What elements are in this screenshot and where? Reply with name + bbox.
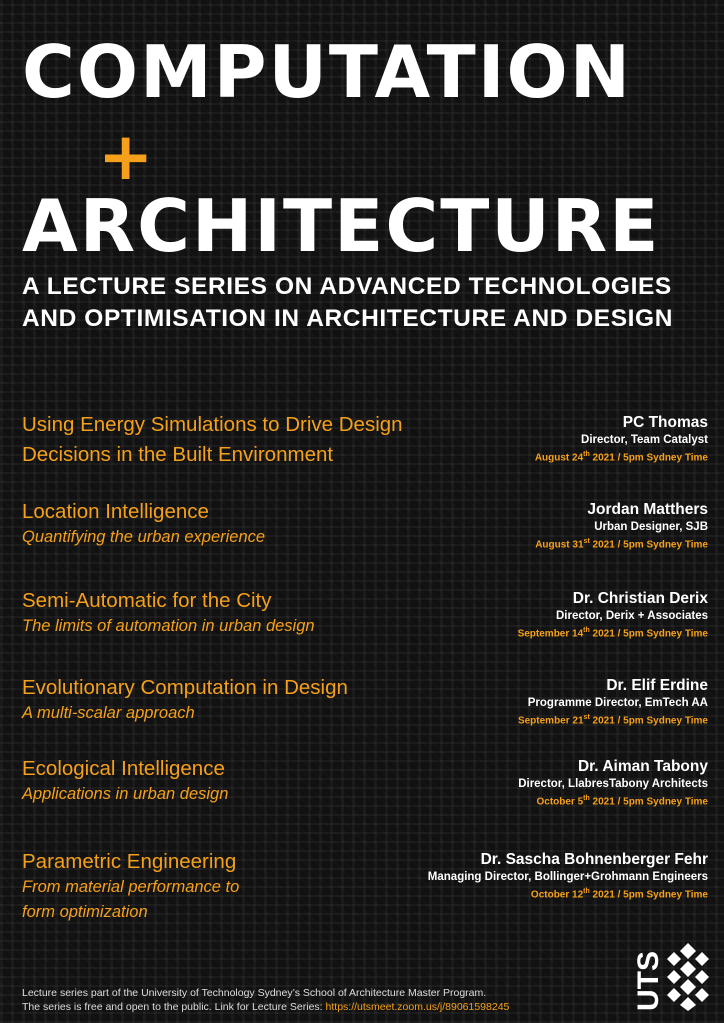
lecture-subtitle: Quantifying the urban experience <box>22 528 266 546</box>
lecture-title-line: Evolutionary Computation in Design <box>22 676 348 699</box>
speaker-role: Director, Derix + Associates <box>555 610 708 622</box>
speaker-role: Director, Team Catalyst <box>581 434 708 446</box>
lecture-item <box>0 410 724 500</box>
lecture-title-line: Ecological Intelligence <box>22 757 225 780</box>
speaker-name: Jordan Matthers <box>587 501 708 518</box>
speaker-role: Director, LlabresTabony Architects <box>518 778 708 790</box>
lecture-date: August 31st 2021 / 5pm Sydney Time <box>535 538 708 551</box>
speaker-block <box>535 500 708 552</box>
speaker-role: Managing Director, Bollinger+Grohmann Engineers <box>427 871 708 883</box>
speaker-block <box>518 589 708 641</box>
lecture-title-line: Parametric Engineering <box>22 850 237 873</box>
lecture-subtitle: A multi-scalar approach <box>22 704 195 722</box>
speaker-block <box>535 413 708 465</box>
lecture-date: October 5th 2021 / 5pm Sydney Time <box>536 795 708 808</box>
lecture-item <box>0 586 724 676</box>
subtitle-line-1: A LECTURE SERIES ON ADVANCED TECHNOLOGIES <box>22 273 672 300</box>
speaker-role: Urban Designer, SJB <box>594 521 708 533</box>
speaker-name: Dr. Christian Derix <box>572 590 708 607</box>
speaker-role: Programme Director, EmTech AA <box>527 697 708 709</box>
lecture-title-line: Semi-Automatic for the City <box>22 589 272 612</box>
footer-line-2 <box>22 1001 509 1015</box>
footer-line-2-text: The series is free and open to the public. Link for Lecture Series: <box>22 1000 326 1013</box>
lecture-item <box>0 754 724 844</box>
series-subtitle <box>22 271 712 335</box>
subtitle-line-2: AND OPTIMISATION IN ARCHITECTURE AND DESIGN <box>22 305 674 332</box>
uts-logo-icon <box>632 935 712 1011</box>
lecture-date: August 24th 2021 / 5pm Sydney Time <box>534 451 708 464</box>
uts-logo-text: UTS <box>632 951 665 1011</box>
title-computation: COMPUTATION <box>22 30 632 114</box>
speaker-name: Dr. Sascha Bohnenberger Fehr <box>480 851 708 868</box>
speaker-block <box>518 676 708 728</box>
lecture-subtitle: From material performance to <box>22 878 240 896</box>
lecture-date: October 12th 2021 / 5pm Sydney Time <box>530 888 708 901</box>
lecture-item <box>0 673 724 763</box>
lecture-date: September 14th 2021 / 5pm Sydney Time <box>517 627 708 640</box>
lecture-title-line: Using Energy Simulations to Drive Design <box>22 413 403 436</box>
footer-text <box>22 987 509 1014</box>
title-architecture: ARCHITECTURE <box>22 184 661 268</box>
lecture-item <box>0 847 724 937</box>
footer-line-1: Lecture series part of the University of Technology Sydney’s School of Architecture Master Program. <box>22 987 487 999</box>
lecture-subtitle: form optimization <box>22 903 148 921</box>
lecture-title-line: Decisions in the Built Environment <box>22 443 334 466</box>
lecture-title-line: Location Intelligence <box>22 500 209 523</box>
lecture-subtitle: Applications in urban design <box>22 785 229 803</box>
lecture-date: September 21st 2021 / 5pm Sydney Time <box>517 714 708 727</box>
speaker-name: Dr. Aiman Tabony <box>577 758 708 775</box>
speaker-block <box>428 850 708 902</box>
lecture-subtitle: The limits of automation in urban design <box>22 617 315 635</box>
speaker-name: Dr. Elif Erdine <box>606 677 708 694</box>
title-plus: + <box>98 118 156 195</box>
zoom-link[interactable]: https://utsmeet.zoom.us/j/89061598245 <box>325 1000 510 1013</box>
speaker-name: PC Thomas <box>622 414 708 431</box>
speaker-block <box>518 757 708 809</box>
lecture-item <box>0 497 724 587</box>
